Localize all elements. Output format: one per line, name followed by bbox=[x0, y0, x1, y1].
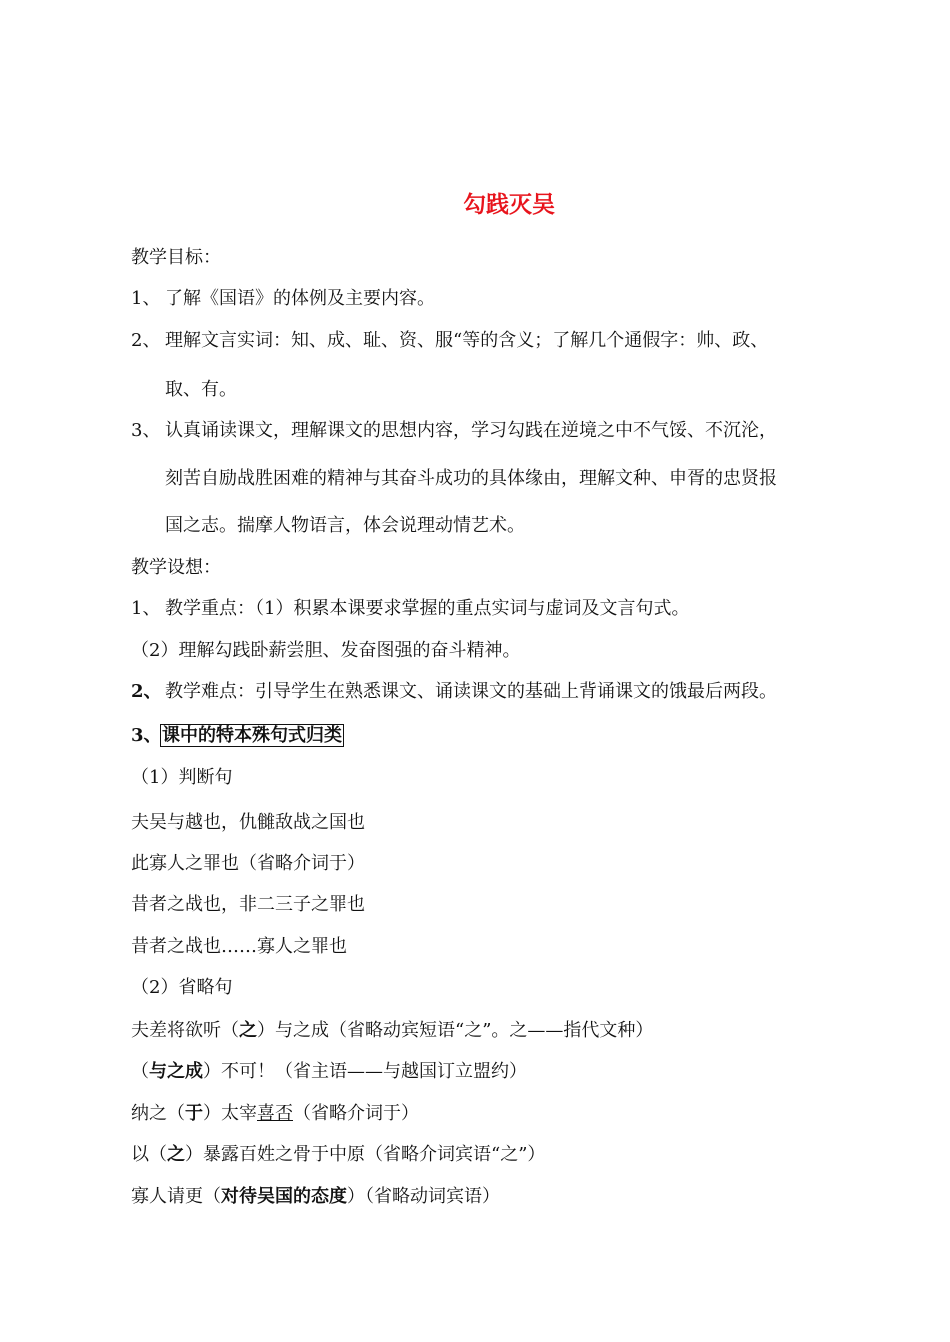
goal-1-text: 了解《国语》的体例及主要内容。 bbox=[165, 288, 435, 309]
omission-5-bold: 对待吴国的态度 bbox=[221, 1186, 347, 1207]
omission-5-part-a: 寡人请更（ bbox=[131, 1186, 221, 1207]
omission-4-part-c: ）暴露百姓之骨于中原（省略介词宾语“之”） bbox=[185, 1144, 546, 1165]
judgement-sentence-2: 此寡人之罪也（省略介词于） bbox=[131, 853, 365, 874]
omission-sentence-4 bbox=[131, 1143, 545, 1167]
omission-heading: （2）省略句 bbox=[131, 977, 233, 998]
goal-3-line-1: 认真诵读课文，理解课文的思想内容，学习勾践在逆境之中不气馁、不沉沦， bbox=[165, 420, 777, 441]
judgement-heading: （1）判断句 bbox=[131, 767, 233, 788]
judgement-sentence-4: 昔者之战也……寡人之罪也 bbox=[131, 936, 347, 957]
design-item-1 bbox=[131, 597, 689, 621]
goal-3-number: 3、 bbox=[131, 420, 161, 441]
omission-3-part-e: （省略介词于） bbox=[293, 1103, 419, 1124]
omission-1-part-a: 夫差将欲听（ bbox=[131, 1020, 239, 1041]
omission-sentence-5 bbox=[131, 1185, 500, 1209]
goal-3-line-2: 刻苦自励战胜困难的精神与其奋斗成功的具体缘由，理解文种、申胥的忠贤报 bbox=[165, 468, 777, 489]
design-item-2 bbox=[131, 680, 777, 704]
omission-3-part-a: 纳之（ bbox=[131, 1103, 185, 1124]
design-item-1b: （2）理解勾践卧薪尝胆、发奋图强的奋斗精神。 bbox=[131, 640, 521, 661]
design-3-number: 3、 bbox=[131, 725, 162, 746]
design-2-number: 2、 bbox=[131, 681, 162, 702]
goal-3-line-3: 国之志。揣摩人物语言，体会说理动情艺术。 bbox=[165, 515, 525, 536]
goal-item-1 bbox=[131, 287, 435, 311]
omission-4-part-a: 以（ bbox=[131, 1144, 167, 1165]
design-item-3 bbox=[131, 724, 344, 748]
judgement-sentence-3: 昔者之战也，非二三子之罪也 bbox=[131, 894, 365, 915]
goal-2-line-1: 理解文言实词：知、成、耻、资、服“等的含义；了解几个通假字：帅、政、 bbox=[165, 330, 769, 351]
goal-1-number: 1、 bbox=[131, 288, 161, 309]
omission-sentence-3 bbox=[131, 1102, 419, 1126]
design-1-number: 1、 bbox=[131, 598, 161, 619]
omission-2-part-a: （ bbox=[131, 1061, 149, 1082]
omission-2-part-c: ）不可！（省主语——与越国订立盟约） bbox=[203, 1061, 527, 1082]
goal-item-2 bbox=[131, 329, 768, 353]
omission-3-underlined: 喜否 bbox=[257, 1103, 293, 1124]
design-3-boxed-text: 课中的特本殊句式归类 bbox=[162, 725, 342, 746]
omission-sentence-2 bbox=[131, 1060, 527, 1084]
goals-heading: 教学目标： bbox=[131, 247, 221, 268]
omission-3-part-c: ）太宰 bbox=[203, 1103, 257, 1124]
omission-5-part-c: ）（省略动词宾语） bbox=[347, 1186, 500, 1207]
omission-4-bold: 之 bbox=[167, 1144, 185, 1165]
omission-3-bold: 于 bbox=[185, 1103, 203, 1124]
judgement-sentence-1: 夫吴与越也，仇雠敌战之国也 bbox=[131, 812, 365, 833]
goal-2-number: 2、 bbox=[131, 330, 161, 351]
goal-2-line-2: 取、有。 bbox=[165, 379, 237, 400]
goal-item-3 bbox=[131, 419, 777, 443]
design-1-text: 教学重点：（1）积累本课要求掌握的重点实词与虚词及文言句式。 bbox=[165, 598, 690, 619]
omission-1-part-c: ）与之成（省略动宾短语“之”。之——指代文种） bbox=[257, 1020, 654, 1041]
omission-1-bold: 之 bbox=[239, 1020, 257, 1041]
design-heading: 教学设想： bbox=[131, 557, 221, 578]
omission-2-bold: 与之成 bbox=[149, 1061, 203, 1082]
design-2-text: 教学难点：引导学生在熟悉课文、诵读课文的基础上背诵课文的饿最后两段。 bbox=[165, 681, 777, 702]
document-title: 勾践灭吴 bbox=[463, 192, 555, 218]
omission-sentence-1 bbox=[131, 1019, 653, 1043]
